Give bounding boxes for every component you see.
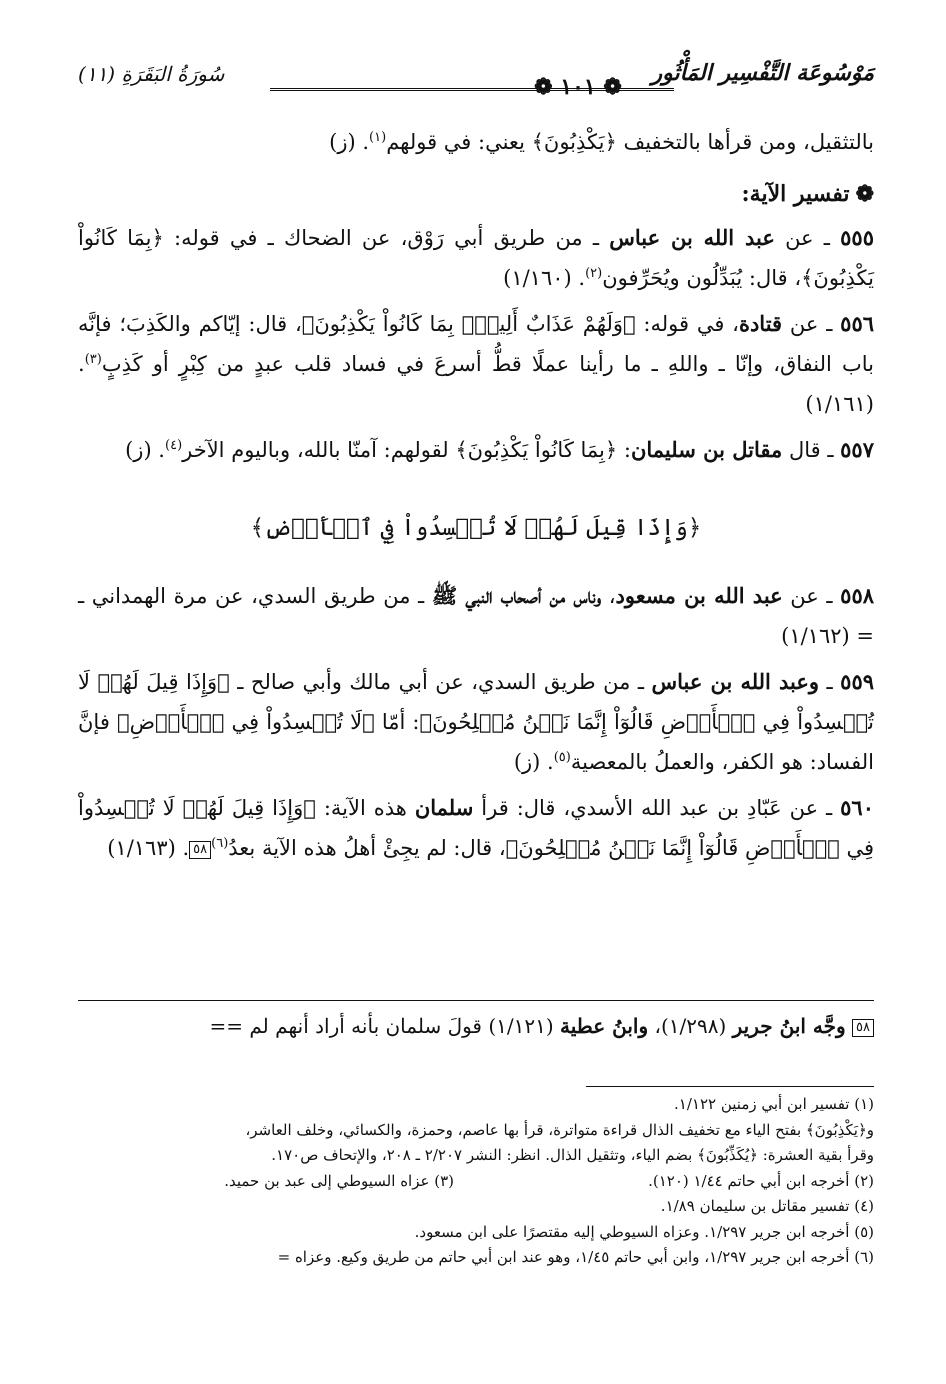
- footnote-1: (١) تفسير ابن أبي زمنين ١/١٢٢.: [674, 1095, 874, 1113]
- body-separator-rule: [78, 1000, 874, 1001]
- footnotes: [40, 1092, 874, 1271]
- footnote-row-2-3: [40, 1169, 874, 1195]
- footnote-5: (٥) أخرجه ابن جرير ١/٢٩٧. وعزاه السيوطي إليه مقتصرًا على ابن مسعود.: [414, 1222, 874, 1241]
- page-number: ❁ ١٠١ ❁: [534, 74, 622, 100]
- footnote-6: (٦) أخرجه ابن جرير ١/٢٩٧، وابن أبي حاتم ١/٤٥، وهو عند ابن أبي حاتم من طريق وكيع. وعزاه =: [277, 1248, 874, 1266]
- book-title: مَوْسُوعَة التَّفْسِير المَأْثُور: [651, 60, 874, 86]
- footnote-rule: [586, 1086, 874, 1087]
- continued-paragraph: بالتثقيل، ومن قرأها بالتخفيف ﴿يَكْذِبُونَ﴾ يعني: في قولهم$^{(١)}$. (ز): [329, 130, 874, 154]
- running-header: [78, 60, 874, 100]
- narration-559: ٥٥٩ ـ وعبد الله بن عباس ـ من طريق السدي، عن أبي مالك وأبي صالح ـ ﴿وَإِذَا قِيلَ لَهُمۡ لَا تُفۡسِدُواْ فِي ٱلۡأَرۡضِ قَالُوٓاْ إِنَّمَا نَحۡنُ مُصۡلِحُونَ﴾: أمّا ﴿لَا تُفۡسِدُواْ فِي ٱلۡأَرۡضِ﴾ فإنَّ الفساد: هو الكفر، والعملُ بالمعصية$^{(٥)}$. (ز): [78, 669, 875, 774]
- editor-note-marker: ٥٨: [852, 1019, 874, 1037]
- narration-557: ٥٥٧ ـ قال مقاتل بن سليمان: ﴿بِمَا كَانُواْ يَكْذِبُونَ﴾ لقولهم: آمنّا بالله، وباليوم الآخر$^{(٤)}$. (ز): [125, 437, 874, 462]
- footnote-3: (٣) عزاه السيوطي إلى عبد بن حميد.: [224, 1171, 454, 1190]
- main-text: [78, 122, 874, 874]
- footnote-4: (٤) تفسير مقاتل بن سليمان ١/٨٩.: [660, 1197, 874, 1215]
- header-rule-left: [270, 88, 480, 91]
- verse-heading: ﴿وَإِذَا قِيلَ لَهُمۡ لَا تُفۡسِدُواْ فِي ٱلۡأَرۡضِ﴾: [250, 515, 702, 541]
- footnote-1-cont2: وقرأ بقية العشرة: ﴿يُكَذِّبُونَ﴾ بضم الياء، وتثقيل الذال. انظر: النشر ٢/٢٠٧ ـ ٢٠٨، والإتحاف ص١٧٠.: [271, 1146, 874, 1164]
- narration-558: ٥٥٨ ـ عن عبد الله بن مسعود، وناس من أصحاب النبي ﷺ ـ من طريق السدي، عن مرة الهمداني ـ = (١/١٦٢): [78, 583, 875, 648]
- footnote-1-cont: و﴿يَكْذِبُونَ﴾ بفتح الياء مع تخفيف الذال قراءة متواترة، قرأ بها عاصم، وحمزة، والكسائي، وخلف العاشر،: [245, 1120, 874, 1139]
- editor-note-marker: ٥٨: [189, 841, 211, 859]
- narration-556: ٥٥٦ ـ عن قتادة، في قوله: ﴿وَلَهُمْ عَذَابٌ أَلِيمُۢ بِمَا كَانُواْ يَكْذِبُونَ﴾، قال: إيّاكم والكَذِبَ؛ فإنَّه باب النفاق، وإنّا ـ واللهِ ـ ما رأينا عملًا قطُّ أسرعَ في فساد قلب عبدٍ من كِبْرٍ أو كَذِبٍ$^{(٣)}$. (١/١٦١): [78, 311, 875, 416]
- narration-555: ٥٥٥ ـ عن عبد الله بن عباس ـ من طريق أبي رَوْق، عن الضحاك ـ في قوله: ﴿بِمَا كَانُواْ يَكْذِبُونَ﴾، قال: يُبَدِّلُون ويُحَرِّفون$^{(٢)}$. (١/١٦٠): [78, 225, 874, 290]
- editor-note: ٥٨ وجَّه ابنُ جرير (١/٢٩٨)، وابنُ عطية (١/١٢١) قولَ سلمان بأنه أراد أنهم لم ==: [36, 1008, 874, 1044]
- narration-560: ٥٦٠ ـ عن عَبّادِ بن عبد الله الأسدي، قال: قرأ سلمان هذه الآية: ﴿وَإِذَا قِيلَ لَهُمۡ لَا تُفۡسِدُواْ فِي ٱلۡأَرۡضِ قَالُوٓاْ إِنَّمَا نَحۡنُ مُصۡلِحُونَ﴾، قال: لم يجِئْ أهلُ هذه الآية بعدُ$^{(٦)}$٥٨. (١/١٦٣): [78, 795, 874, 860]
- quran-quote: ﴿يَكْذِبُونَ﴾: [531, 130, 617, 154]
- footnote-2: (٢) أخرجه ابن أبي حاتم ١/٤٤ (١٢٠).: [648, 1171, 874, 1190]
- surah-label: سُورَةُ البَقَرَةِ (١١): [78, 62, 225, 86]
- section-heading: ❁تفسير الآية:: [741, 181, 874, 207]
- flower-ornament-icon: ❁: [855, 181, 874, 207]
- footnote-ref: (١): [369, 130, 387, 145]
